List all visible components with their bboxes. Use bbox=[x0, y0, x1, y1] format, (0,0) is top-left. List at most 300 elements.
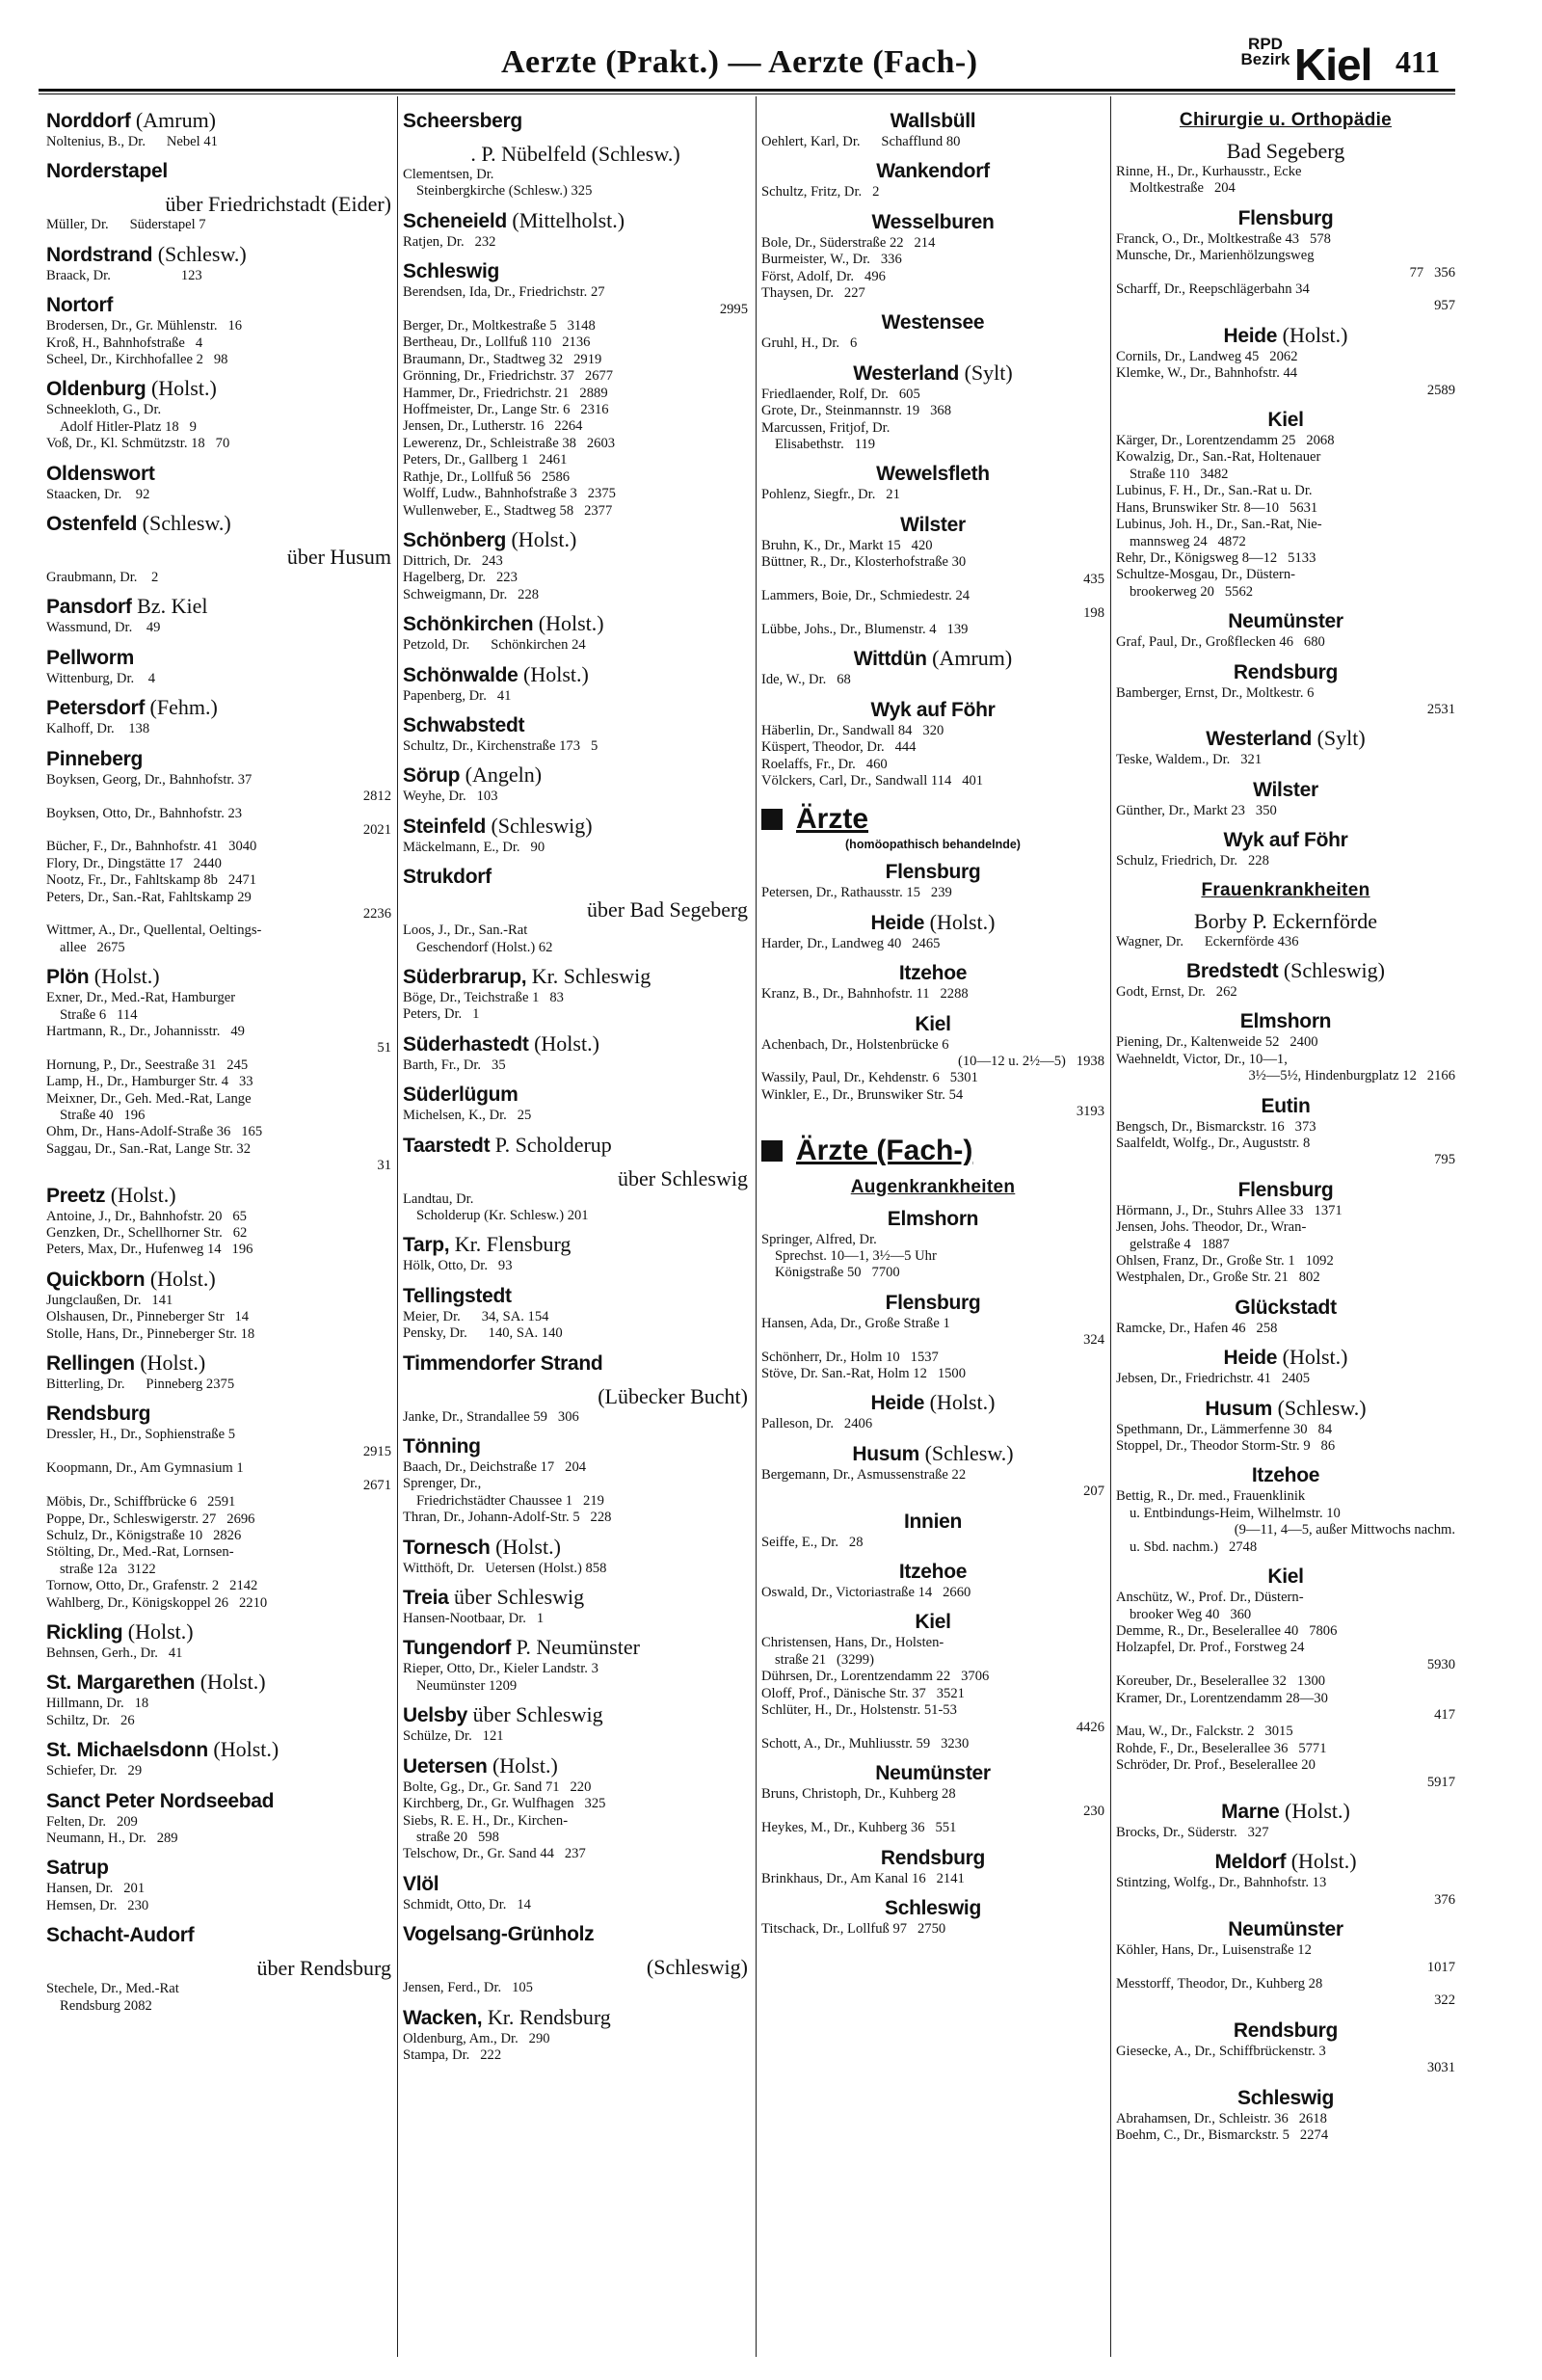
entry-line: Rendsburg 2082 bbox=[60, 1997, 152, 2014]
directory-entry bbox=[46, 620, 391, 636]
entry-line: 77 356 bbox=[1409, 264, 1455, 281]
entry-line: Abrahamsen, Dr., Schleistr. 36 2618 bbox=[1116, 2110, 1327, 2126]
place-heading bbox=[403, 1635, 748, 1661]
entry-line: 2812 bbox=[362, 789, 391, 805]
place-name: Pinneberg bbox=[46, 747, 143, 770]
place-name: Ostenfeld bbox=[46, 513, 138, 536]
place-heading bbox=[403, 662, 748, 688]
directory-entry bbox=[403, 1897, 748, 1913]
place-name: Sörup bbox=[403, 764, 461, 788]
place-heading bbox=[403, 1350, 748, 1377]
entry-line: 376 bbox=[1434, 1891, 1455, 1908]
place-heading bbox=[46, 1956, 391, 1981]
entry-line: Steinbergkirche (Schlesw.) 325 bbox=[416, 183, 593, 200]
entry-line: Schülze, Dr. 121 bbox=[403, 1728, 504, 1745]
entry-line: Günther, Dr., Markt 23 350 bbox=[1116, 802, 1277, 818]
directory-entry bbox=[46, 134, 391, 150]
entry-line: Hagelberg, Dr. 223 bbox=[403, 570, 518, 586]
entry-line: Seiffe, E., Dr. 28 bbox=[761, 1534, 864, 1550]
place-heading bbox=[1116, 407, 1455, 433]
place-heading bbox=[46, 1788, 391, 1814]
entry-line: Wagner, Dr. Eckernförde 436 bbox=[1116, 933, 1299, 949]
directory-entry bbox=[1116, 2111, 1455, 2145]
entry-line: Wittenburg, Dr. 4 bbox=[46, 670, 156, 686]
directory-entry bbox=[1116, 803, 1455, 819]
entry-line: Schlüter, H., Dr., Holstenstr. 51-53 bbox=[761, 1702, 957, 1719]
entry-line: Wolff, Ludw., Bahnhofstraße 3 2375 bbox=[403, 486, 616, 502]
place-name: Norderstapel bbox=[46, 160, 168, 183]
place-name: Norddorf bbox=[46, 110, 131, 132]
place-heading bbox=[761, 1206, 1104, 1232]
place-name: Husum bbox=[1205, 1397, 1273, 1420]
entry-line: Lewerenz, Dr., Schleistraße 38 2603 bbox=[403, 435, 616, 451]
directory-entry bbox=[761, 235, 1104, 303]
entry-line: Neumann, H., Dr. 289 bbox=[46, 1830, 178, 1846]
entry-line: Peters, Max, Dr., Hufenweg 14 196 bbox=[46, 1242, 253, 1258]
entry-line: Dittrich, Dr. 243 bbox=[403, 552, 503, 569]
place-name: Kiel bbox=[915, 1012, 951, 1035]
place-name: Rendsburg bbox=[880, 1846, 986, 1869]
place-name: Tönning bbox=[403, 1435, 481, 1458]
entry-line: Bruns, Christoph, Dr., Kuhberg 28 bbox=[761, 1786, 956, 1803]
place-name: Wilster bbox=[900, 513, 966, 536]
place-heading bbox=[46, 461, 391, 487]
place-name: Neumünster bbox=[1228, 610, 1343, 633]
directory-entry bbox=[46, 1881, 391, 1914]
entry-line: Scholderup (Kr. Schlesw.) 201 bbox=[416, 1208, 589, 1223]
entry-line: Thran, Dr., Johann-Adolf-Str. 5 228 bbox=[403, 1510, 612, 1526]
entry-line: 3193 bbox=[1076, 1104, 1104, 1120]
entry-line: Mau, W., Dr., Falckstr. 2 3015 bbox=[1116, 1724, 1293, 1740]
entry-line: Schultz, Dr., Kirchenstraße 173 5 bbox=[403, 737, 598, 754]
entry-line: Westphalen, Dr., Große Str. 21 802 bbox=[1116, 1270, 1320, 1286]
entry-line: Scharff, Dr., Reepschlägerbahn 34 bbox=[1116, 281, 1310, 298]
place-heading bbox=[46, 1922, 391, 1948]
directory-entry bbox=[403, 637, 748, 654]
place-heading bbox=[46, 158, 391, 184]
entry-line: Baach, Dr., Deichstraße 17 204 bbox=[403, 1459, 587, 1476]
entry-line: Wassmund, Dr. 49 bbox=[46, 620, 161, 636]
place-heading bbox=[761, 1509, 1104, 1535]
entry-line: Demme, R., Dr., Beselerallee 40 7806 bbox=[1116, 1622, 1338, 1639]
entry-line: 2236 bbox=[362, 905, 391, 922]
entry-line: Schweigmann, Dr. 228 bbox=[403, 586, 540, 602]
place-heading bbox=[1116, 827, 1455, 853]
place-heading bbox=[1116, 777, 1455, 803]
place-name: Wyk auf Föhr bbox=[870, 698, 996, 721]
place-name: Tungendorf bbox=[403, 1637, 512, 1660]
entry-line: Berger, Dr., Moltkestraße 5 3148 bbox=[403, 318, 596, 334]
entry-line: Stampa, Dr. 222 bbox=[403, 2046, 502, 2063]
place-name: Preetz bbox=[46, 1184, 106, 1207]
place-name: Heide bbox=[1223, 324, 1278, 347]
place-suffix: (Schleswig) bbox=[1278, 957, 1385, 982]
entry-line: Waehneldt, Victor, Dr., 10—1, bbox=[1116, 1051, 1288, 1067]
directory-entry bbox=[403, 1459, 748, 1527]
major-section-heading bbox=[761, 803, 1104, 836]
place-name: Sanct Peter Nordseebad bbox=[46, 1789, 275, 1812]
entry-line: Wassily, Paul, Dr., Kehdenstr. 6 5301 bbox=[761, 1070, 978, 1086]
directory-entry bbox=[403, 1309, 748, 1343]
place-name: Husum bbox=[852, 1442, 920, 1465]
entry-line: Lubinus, Joh. H., Dr., San.-Rat, Nie- bbox=[1116, 517, 1322, 533]
entry-line: Anschütz, W., Prof. Dr., Düstern- bbox=[1116, 1590, 1304, 1606]
place-name: Marne bbox=[1221, 1800, 1280, 1823]
place-heading bbox=[1116, 2018, 1455, 2044]
entry-line: Dührsen, Dr., Lorentzendamm 22 3706 bbox=[761, 1669, 990, 1685]
column-divider bbox=[756, 96, 757, 2357]
entry-line: Lamp, H., Dr., Hamburger Str. 4 33 bbox=[46, 1074, 253, 1090]
place-heading bbox=[1116, 1799, 1455, 1825]
directory-entry bbox=[46, 1645, 391, 1662]
entry-line: Dressler, H., Dr., Sophienstraße 5 bbox=[46, 1427, 235, 1443]
place-name: Wyk auf Föhr bbox=[1223, 829, 1348, 852]
place-name: Süderhastedt bbox=[403, 1032, 529, 1056]
entry-line: 2021 bbox=[362, 821, 391, 838]
entry-line: Böge, Dr., Teichstraße 1 83 bbox=[403, 989, 564, 1005]
directory-entry bbox=[46, 1427, 391, 1611]
directory-entry bbox=[761, 538, 1104, 638]
entry-line: Graubmann, Dr. 2 bbox=[46, 570, 159, 586]
entry-line: Bole, Dr., Süderstraße 22 214 bbox=[761, 234, 936, 251]
entry-line: Bergemann, Dr., Asmussenstraße 22 bbox=[761, 1466, 967, 1483]
entry-line: Bolte, Gg., Dr., Gr. Sand 71 220 bbox=[403, 1778, 592, 1795]
place-name: Innien bbox=[903, 1510, 963, 1533]
place-heading bbox=[403, 611, 748, 637]
entry-line: (10—12 u. 2½—5) 1938 bbox=[957, 1053, 1104, 1069]
entry-line: Grote, Dr., Steinmannstr. 19 368 bbox=[761, 403, 952, 419]
entry-line: 230 bbox=[1083, 1803, 1104, 1819]
entry-line: Stoppel, Dr., Theodor Storm-Str. 9 86 bbox=[1116, 1438, 1336, 1455]
place-suffix: P. Neumünster bbox=[511, 1635, 640, 1660]
place-heading bbox=[761, 309, 1104, 335]
entry-line: Michelsen, K., Dr. 25 bbox=[403, 1108, 532, 1124]
place-heading bbox=[403, 1955, 748, 1980]
directory-entry bbox=[403, 1980, 748, 1996]
place-suffix: (Amrum) bbox=[130, 108, 217, 132]
place-suffix: über Husum bbox=[286, 545, 391, 570]
directory-entry bbox=[403, 1409, 748, 1426]
place-name: Scheneield bbox=[403, 209, 507, 232]
entry-line: Geschendorf (Holst.) 62 bbox=[416, 939, 553, 955]
place-heading bbox=[46, 746, 391, 772]
place-name: St. Margarethen bbox=[46, 1671, 196, 1695]
entry-line: Rohde, F., Dr., Beselerallee 36 5771 bbox=[1116, 1740, 1327, 1756]
place-name: Timmendorfer Strand bbox=[403, 1351, 603, 1375]
column-divider bbox=[397, 96, 398, 2357]
directory-entry bbox=[46, 1981, 391, 2015]
entry-line: Burmeister, W., Dr. 336 bbox=[761, 252, 902, 268]
place-heading bbox=[403, 1384, 748, 1409]
entry-line: u. Entbindungs-Heim, Wilhelmstr. 10 bbox=[1130, 1505, 1341, 1521]
directory-entry bbox=[761, 1871, 1104, 1887]
entry-line: 417 bbox=[1434, 1706, 1455, 1723]
place-heading bbox=[46, 645, 391, 671]
entry-line: Heykes, M., Dr., Kuhberg 36 551 bbox=[761, 1820, 957, 1836]
place-name: Schleswig bbox=[403, 260, 500, 283]
place-heading bbox=[761, 1845, 1104, 1871]
place-heading bbox=[403, 897, 748, 923]
place-name: Rellingen bbox=[46, 1352, 135, 1376]
place-heading bbox=[403, 712, 748, 738]
entry-line: Straße 6 114 bbox=[60, 1006, 138, 1023]
entry-line: Scheel, Dr., Kirchhofallee 2 98 bbox=[46, 352, 228, 368]
place-name: Wesselburen bbox=[871, 210, 995, 233]
place-name: Oldenswort bbox=[46, 462, 155, 485]
entry-line: Kowalzig, Dr., San.-Rat, Holtenauer bbox=[1116, 449, 1321, 466]
place-heading bbox=[403, 1031, 748, 1057]
entry-line: Jebsen, Dr., Friedrichstr. 41 2405 bbox=[1116, 1371, 1311, 1387]
directory-entry bbox=[761, 134, 1104, 150]
place-suffix: über Schleswig bbox=[448, 1585, 585, 1610]
entry-line: Lubinus, F. H., Dr., San.-Rat u. Dr. bbox=[1116, 483, 1313, 499]
place-heading bbox=[1116, 1093, 1455, 1119]
place-heading bbox=[761, 1609, 1104, 1635]
place-name: Wacken, bbox=[403, 2006, 483, 2029]
place-heading bbox=[46, 1183, 391, 1209]
place-name: Itzehoe bbox=[898, 962, 968, 985]
place-name: Flensburg bbox=[885, 861, 981, 884]
directory-entry bbox=[46, 487, 391, 503]
major-section-heading bbox=[761, 1135, 1104, 1167]
place-heading bbox=[46, 695, 391, 721]
entry-line: Schultz, Fritz, Dr. 2 bbox=[761, 184, 880, 201]
section-square-marker bbox=[761, 809, 783, 830]
place-heading bbox=[46, 964, 391, 990]
place-name: Westerland bbox=[853, 361, 960, 385]
entry-line: Bertheau, Dr., Lollfuß 110 2136 bbox=[403, 334, 591, 351]
directory-entry bbox=[761, 1635, 1104, 1752]
entry-line: Adolf Hitler-Platz 18 9 bbox=[60, 418, 197, 435]
place-name: Bredstedt bbox=[1186, 959, 1279, 982]
entry-line: Brinkhaus, Dr., Am Kanal 16 2141 bbox=[761, 1870, 965, 1886]
place-heading bbox=[761, 461, 1104, 487]
place-heading bbox=[403, 1921, 748, 1947]
page-number: 411 bbox=[1396, 44, 1441, 79]
entry-line: Pensky, Dr. 140, SA. 140 bbox=[403, 1325, 563, 1342]
entry-line: Loos, J., Dr., San.-Rat bbox=[403, 923, 528, 939]
entry-line: Meier, Dr. 34, SA. 154 bbox=[403, 1308, 549, 1324]
place-heading bbox=[403, 762, 748, 789]
entry-line: Hansen, Ada, Dr., Große Straße 1 bbox=[761, 1315, 950, 1331]
entry-line: Peters, Dr., San.-Rat, Fahltskamp 29 bbox=[46, 889, 252, 905]
entry-line: Schott, A., Dr., Muhliusstr. 59 3230 bbox=[761, 1735, 970, 1752]
entry-line: Schultze-Mosgau, Dr., Düstern- bbox=[1116, 567, 1296, 583]
entry-line: 2995 bbox=[719, 301, 748, 317]
place-name: Süderbrarup, bbox=[403, 965, 527, 988]
directory-entry bbox=[403, 2031, 748, 2065]
entry-line: Petzold, Dr. Schönkirchen 24 bbox=[403, 637, 586, 654]
entry-line: Graf, Paul, Dr., Großflecken 46 680 bbox=[1116, 634, 1325, 651]
entry-line: Stechele, Dr., Med.-Rat bbox=[46, 1981, 179, 1997]
entry-line: Wullenweber, E., Stadtweg 58 2377 bbox=[403, 502, 613, 519]
place-heading bbox=[761, 859, 1104, 885]
place-heading bbox=[1116, 323, 1455, 349]
place-name: Wilster bbox=[1253, 778, 1318, 801]
entry-line: 322 bbox=[1434, 1992, 1455, 2009]
entry-line: straße 12a 3122 bbox=[60, 1561, 156, 1577]
place-name: Schönkirchen bbox=[403, 613, 534, 636]
section-heading: Chirurgie u. Orthopädie bbox=[1179, 110, 1393, 130]
place-name: Wallsbüll bbox=[890, 110, 976, 132]
entry-line: Bamberger, Ernst, Dr., Moltkestr. 6 bbox=[1116, 684, 1315, 701]
entry-line: Schneekloth, G., Dr. bbox=[46, 402, 162, 418]
entry-line: Peters, Dr., Gallberg 1 2461 bbox=[403, 452, 568, 468]
place-suffix: (Holst.) bbox=[145, 1266, 216, 1291]
place-heading bbox=[46, 1267, 391, 1293]
entry-line: Antoine, J., Dr., Bahnhofstr. 20 65 bbox=[46, 1208, 247, 1224]
entry-line: Barth, Fr., Dr. 35 bbox=[403, 1056, 506, 1073]
place-heading bbox=[403, 1433, 748, 1459]
directory-entry bbox=[1116, 634, 1455, 651]
entry-line: 1017 bbox=[1426, 1959, 1455, 1975]
entry-line: Staacken, Dr. 92 bbox=[46, 486, 150, 502]
place-heading bbox=[403, 527, 748, 553]
entry-line: Königstraße 50 7700 bbox=[775, 1265, 900, 1281]
entry-line: Kärger, Dr., Lorentzendamm 25 2068 bbox=[1116, 433, 1335, 449]
entry-line: Rathje, Dr., Lollfuß 56 2586 bbox=[403, 468, 571, 485]
directory-entry bbox=[761, 335, 1104, 352]
place-heading bbox=[761, 960, 1104, 986]
place-name: Oldenburg bbox=[46, 378, 146, 401]
place-suffix: (Lübecker Bucht) bbox=[598, 1383, 748, 1408]
entry-line: Petersen, Dr., Rathausstr. 15 239 bbox=[761, 885, 952, 901]
place-name: Eutin bbox=[1261, 1094, 1311, 1117]
directory-entry bbox=[1116, 1034, 1455, 1084]
place-heading bbox=[403, 964, 748, 990]
entry-line: Palleson, Dr. 2406 bbox=[761, 1416, 873, 1432]
place-suffix: (Holst.) bbox=[89, 964, 160, 989]
place-name: Schacht-Audorf bbox=[46, 1924, 195, 1947]
entry-line: Schulz, Dr., Königstraße 10 2826 bbox=[46, 1527, 242, 1543]
entry-line: Messtorff, Theodor, Dr., Kuhberg 28 bbox=[1116, 1976, 1323, 1992]
entry-line: Bruhn, K., Dr., Markt 15 420 bbox=[761, 537, 933, 553]
place-heading bbox=[1116, 1916, 1455, 1942]
place-name: Vogelsang-Grünholz bbox=[403, 1923, 595, 1946]
directory-entry bbox=[1116, 1371, 1455, 1387]
place-heading bbox=[403, 1535, 748, 1561]
entry-line: Schönherr, Dr., Holm 10 1537 bbox=[761, 1349, 939, 1365]
directory-entry bbox=[761, 1921, 1104, 1938]
place-heading bbox=[1116, 909, 1455, 934]
directory-entry bbox=[403, 1661, 748, 1695]
directory-entry bbox=[1116, 752, 1455, 768]
entry-line: Hillmann, Dr. 18 bbox=[46, 1696, 149, 1712]
header-rule bbox=[39, 89, 1455, 92]
entry-line: Wittmer, A., Dr., Quellental, Oeltings- bbox=[46, 923, 262, 939]
entry-line: Büttner, R., Dr., Klosterhofstraße 30 bbox=[761, 554, 967, 571]
directory-entry bbox=[761, 1316, 1104, 1383]
place-name: Quickborn bbox=[46, 1268, 146, 1291]
place-heading bbox=[761, 1559, 1104, 1585]
directory-entry bbox=[1116, 853, 1455, 869]
entry-line: Meixner, Dr., Geh. Med.-Rat, Lange bbox=[46, 1090, 252, 1107]
entry-line: Jensen, Dr., Lutherstr. 16 2264 bbox=[403, 418, 583, 435]
entry-line: 795 bbox=[1434, 1152, 1455, 1168]
entry-line: Bitterling, Dr. Pinneberg 2375 bbox=[46, 1377, 235, 1393]
rpd-label bbox=[1236, 37, 1294, 67]
entry-line: Poppe, Dr., Schleswigerstr. 27 2696 bbox=[46, 1511, 255, 1527]
entry-line: Brocks, Dr., Süderstr. 327 bbox=[1116, 1824, 1269, 1840]
entry-line: Pohlenz, Siegfr., Dr. 21 bbox=[761, 487, 900, 503]
entry-line: Oloff, Prof., Dänische Str. 37 3521 bbox=[761, 1685, 965, 1701]
place-suffix: über Schleswig bbox=[617, 1165, 748, 1190]
entry-line: Stintzing, Wolfg., Dr., Bahnhofstr. 13 bbox=[1116, 1875, 1327, 1891]
entry-line: Ide, W., Dr. 68 bbox=[761, 672, 851, 688]
directory-entry bbox=[46, 772, 391, 956]
entry-line: Marcussen, Fritjof, Dr. bbox=[761, 419, 891, 436]
place-name: Tornesch bbox=[403, 1536, 491, 1559]
place-heading bbox=[403, 1753, 748, 1779]
column-4 bbox=[1116, 100, 1455, 2361]
place-heading bbox=[46, 545, 391, 570]
entry-line: Stöve, Dr. San.-Rat, Holm 12 1500 bbox=[761, 1366, 967, 1382]
entry-line: Felten, Dr. 209 bbox=[46, 1813, 138, 1830]
place-suffix: über Friedrichstadt (Eider) bbox=[165, 192, 391, 217]
entry-line: Flory, Dr., Dingstätte 17 2440 bbox=[46, 855, 222, 871]
entry-line: Ramcke, Dr., Hafen 46 258 bbox=[1116, 1320, 1278, 1336]
directory-entry bbox=[1116, 164, 1455, 198]
directory-entry bbox=[1116, 1590, 1455, 1791]
directory-entry bbox=[403, 234, 748, 251]
place-heading bbox=[1116, 659, 1455, 685]
entry-line: Papenberg, Dr. 41 bbox=[403, 687, 512, 704]
entry-line: 5917 bbox=[1426, 1774, 1455, 1790]
place-heading bbox=[1116, 1008, 1455, 1034]
place-name: Wewelsfleth bbox=[876, 463, 990, 486]
place-heading bbox=[403, 208, 748, 234]
entry-line: 31 bbox=[377, 1158, 391, 1174]
entry-line: Boehm, C., Dr., Bismarckstr. 5 2274 bbox=[1116, 2127, 1329, 2144]
directory-entry bbox=[761, 387, 1104, 454]
entry-line: brookerweg 20 5562 bbox=[1130, 583, 1254, 600]
entry-line: Olshausen, Dr., Pinneberger Str 14 bbox=[46, 1309, 250, 1325]
place-heading bbox=[1116, 608, 1455, 634]
directory-entry bbox=[46, 268, 391, 284]
entry-line: Hartmann, R., Dr., Johannisstr. 49 bbox=[46, 1023, 245, 1039]
place-heading bbox=[761, 209, 1104, 235]
directory-entry bbox=[1116, 1119, 1455, 1169]
directory-entry bbox=[761, 936, 1104, 952]
directory-entry bbox=[403, 1108, 748, 1124]
directory-entry bbox=[761, 1535, 1104, 1551]
place-name: Pansdorf bbox=[46, 596, 132, 619]
directory-entry bbox=[403, 553, 748, 603]
directory-entry bbox=[1116, 1488, 1455, 1556]
place-name: Glückstadt bbox=[1235, 1296, 1337, 1319]
entry-line: Moltkestraße 204 bbox=[1130, 180, 1236, 197]
place-name: Satrup bbox=[46, 1857, 109, 1880]
place-name: Steinfeld bbox=[403, 815, 486, 838]
entry-line: Friedlaender, Rolf, Dr. 605 bbox=[761, 386, 920, 402]
entry-line: Stolle, Hans, Dr., Pinneberger Str. 18 bbox=[46, 1325, 255, 1342]
place-suffix: (Holst.) bbox=[195, 1670, 266, 1695]
entry-line: Holzapfel, Dr. Prof., Forstweg 24 bbox=[1116, 1640, 1305, 1656]
place-suffix: über Schleswig bbox=[467, 1702, 603, 1727]
directory-entry bbox=[403, 284, 748, 520]
entry-line: brooker Weg 40 360 bbox=[1130, 1606, 1252, 1622]
entry-line: Boyksen, Otto, Dr., Bahnhofstr. 23 bbox=[46, 805, 243, 821]
directory-entry bbox=[1116, 984, 1455, 1001]
entry-line: Hansen-Nootbaar, Dr. 1 bbox=[403, 1611, 545, 1627]
place-heading bbox=[46, 1855, 391, 1881]
place-name: Neumünster bbox=[875, 1762, 991, 1785]
directory-entry bbox=[403, 990, 748, 1024]
place-name: Rendsburg bbox=[46, 1403, 151, 1426]
entry-line: Müller, Dr. Süderstapel 7 bbox=[46, 217, 206, 233]
place-name: Neumünster bbox=[1228, 1918, 1343, 1941]
directory-entry bbox=[1116, 1875, 1455, 1909]
